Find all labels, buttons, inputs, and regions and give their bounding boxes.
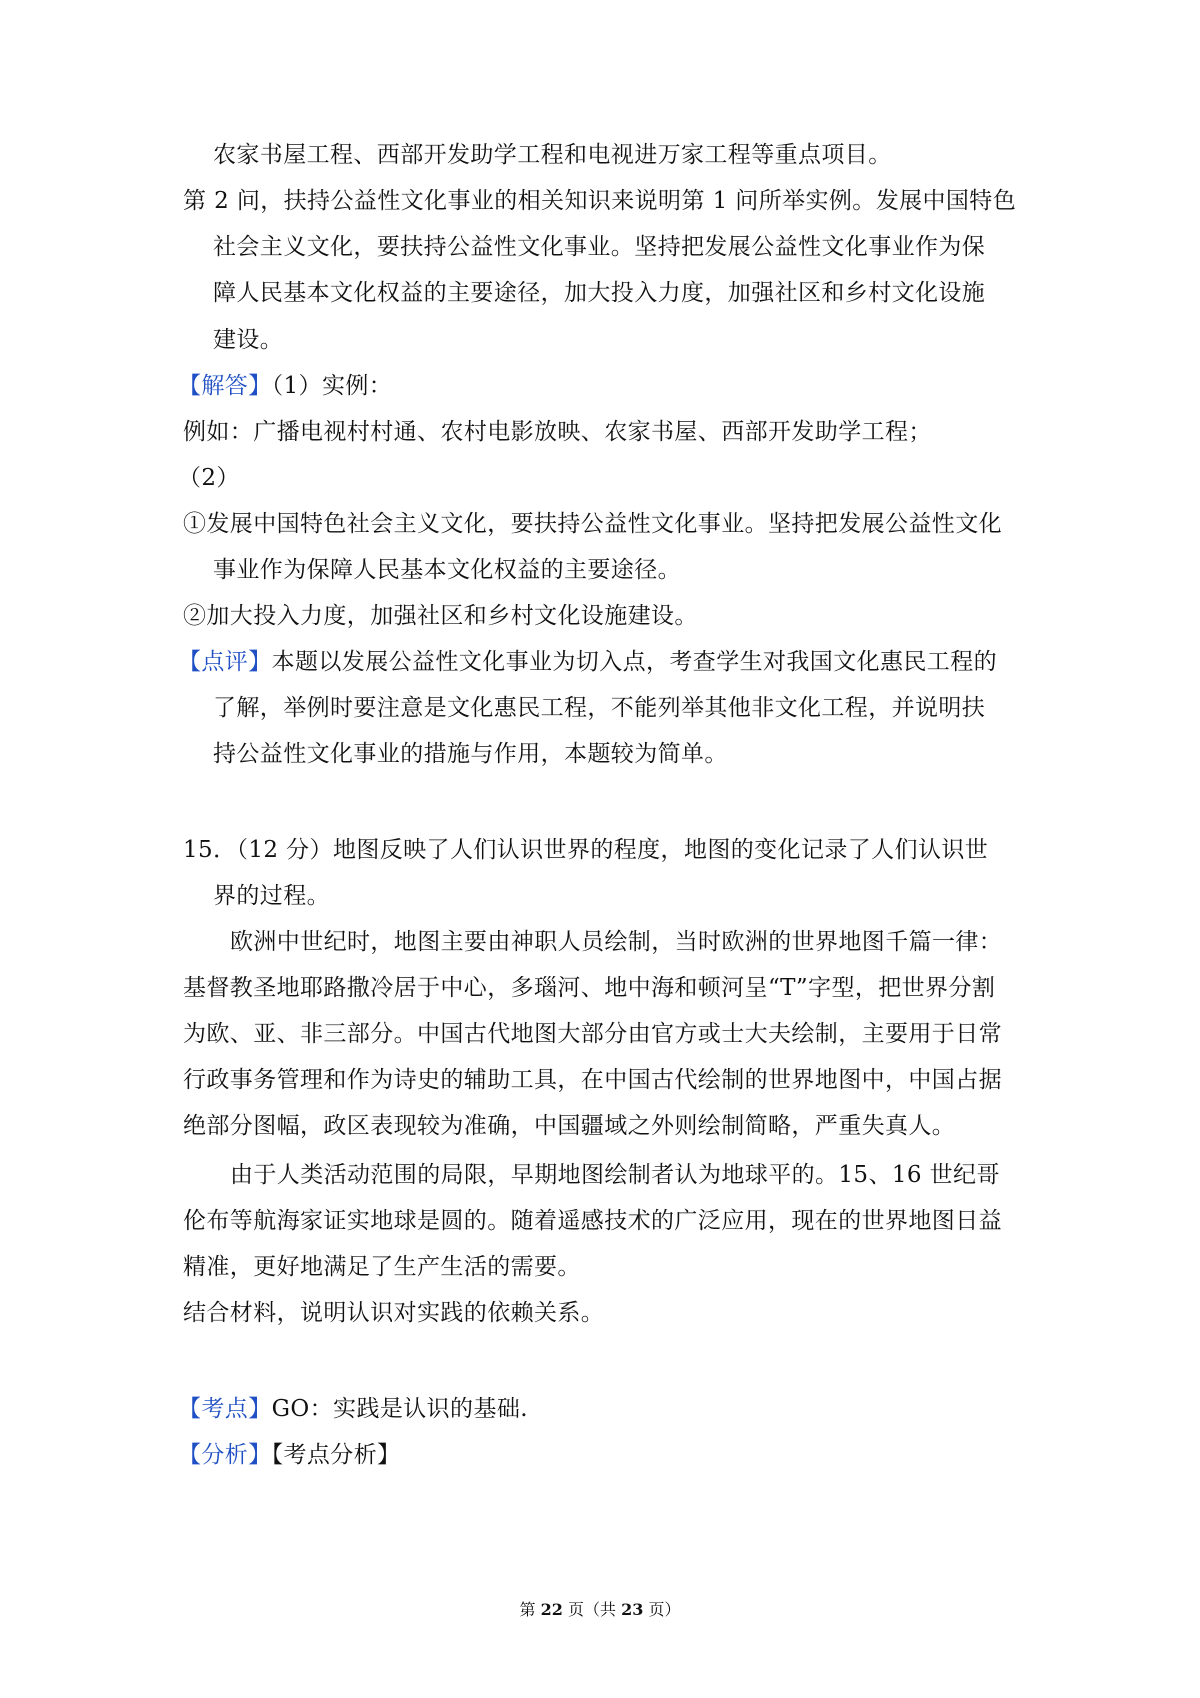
footer-middle: 页（共 xyxy=(562,1600,622,1619)
fenxi-text: 【考点分析】 xyxy=(271,1442,401,1468)
text-line: ①发展中国特色社会主义文化，要扶持公益性文化事业。坚持把发展公益性文化 xyxy=(183,511,1002,537)
kaodian-tag: 【考点】 xyxy=(178,1396,272,1422)
text-line: 持公益性文化事业的措施与作用，本题较为简单。 xyxy=(213,741,728,767)
footer-page-number: 22 xyxy=(540,1600,563,1619)
text-line: 由于人类活动范围的局限，早期地图绘制者认为地球平的。15、16 世纪哥 xyxy=(230,1162,1000,1188)
kaodian-text: GO：实践是认识的基础. xyxy=(271,1396,528,1422)
text-line: 行政事务管理和作为诗史的辅助工具，在中国古代绘制的世界地图中，中国占据 xyxy=(183,1067,1002,1093)
text-line: 欧洲中世纪时，地图主要由神职人员绘制，当时欧洲的世界地图千篇一律： xyxy=(230,929,1003,955)
fenxi-tag: 【分析】 xyxy=(178,1442,272,1468)
text-line: 了解，举例时要注意是文化惠民工程，不能列举其他非文化工程，并说明扶 xyxy=(213,695,986,721)
text-line: 社会主义文化，要扶持公益性文化事业。坚持把发展公益性文化事业作为保 xyxy=(213,234,986,260)
footer-total-pages: 23 xyxy=(621,1600,644,1619)
text-line: 绝部分图幅，政区表现较为准确，中国疆域之外则绘制简略，严重失真人。 xyxy=(183,1113,956,1139)
text-line: 事业作为保障人民基本文化权益的主要途径。 xyxy=(213,557,681,583)
text-line: 第 2 问，扶持公益性文化事业的相关知识来说明第 1 问所举实例。发展中国特色 xyxy=(183,188,1017,214)
text-line: 结合材料，说明认识对实践的依赖关系。 xyxy=(183,1300,605,1326)
comment-tag: 【点评】 xyxy=(178,649,272,675)
comment-line xyxy=(178,647,997,677)
text-line: 建设。 xyxy=(213,327,284,353)
text-line: 为欧、亚、非三部分。中国古代地图大部分由官方或士大夫绘制，主要用于日常 xyxy=(183,1021,1002,1047)
comment-text: 本题以发展公益性文化事业为切入点，考查学生对我国文化惠民工程的 xyxy=(271,649,998,675)
text-line: ②加大投入力度，加强社区和乡村文化设施建设。 xyxy=(183,603,698,629)
text-line: 精准，更好地满足了生产生活的需要。 xyxy=(183,1254,581,1280)
footer-prefix: 第 xyxy=(519,1600,541,1619)
text-line: 农家书屋工程、西部开发助学工程和电视进万家工程等重点项目。 xyxy=(213,142,892,168)
fenxi-line xyxy=(178,1440,401,1470)
text-line: 伦布等航海家证实地球是圆的。随着遥感技术的广泛应用，现在的世界地图日益 xyxy=(183,1208,1002,1234)
text-line: 障人民基本文化权益的主要途径，加大投入力度，加强社区和乡村文化设施 xyxy=(213,280,986,306)
text-line: 例如：广播电视村村通、农村电影放映、农家书屋、西部开发助学工程； xyxy=(183,419,932,445)
footer-suffix: 页） xyxy=(643,1600,681,1619)
text-line: 基督教圣地耶路撒冷居于中心，多瑙河、地中海和顿河呈“T”字型，把世界分割 xyxy=(183,975,996,1001)
answer-text: （1）实例： xyxy=(271,373,393,399)
answer-line xyxy=(178,371,392,401)
page-footer xyxy=(0,1599,1200,1621)
question-15-line: 15．（12 分）地图反映了人们认识世界的程度，地图的变化记录了人们认识世 xyxy=(183,837,989,863)
text-line: （2） xyxy=(178,465,240,491)
answer-tag: 【解答】 xyxy=(178,373,272,399)
kaodian-line xyxy=(178,1394,528,1424)
text-line: 界的过程。 xyxy=(213,883,330,909)
